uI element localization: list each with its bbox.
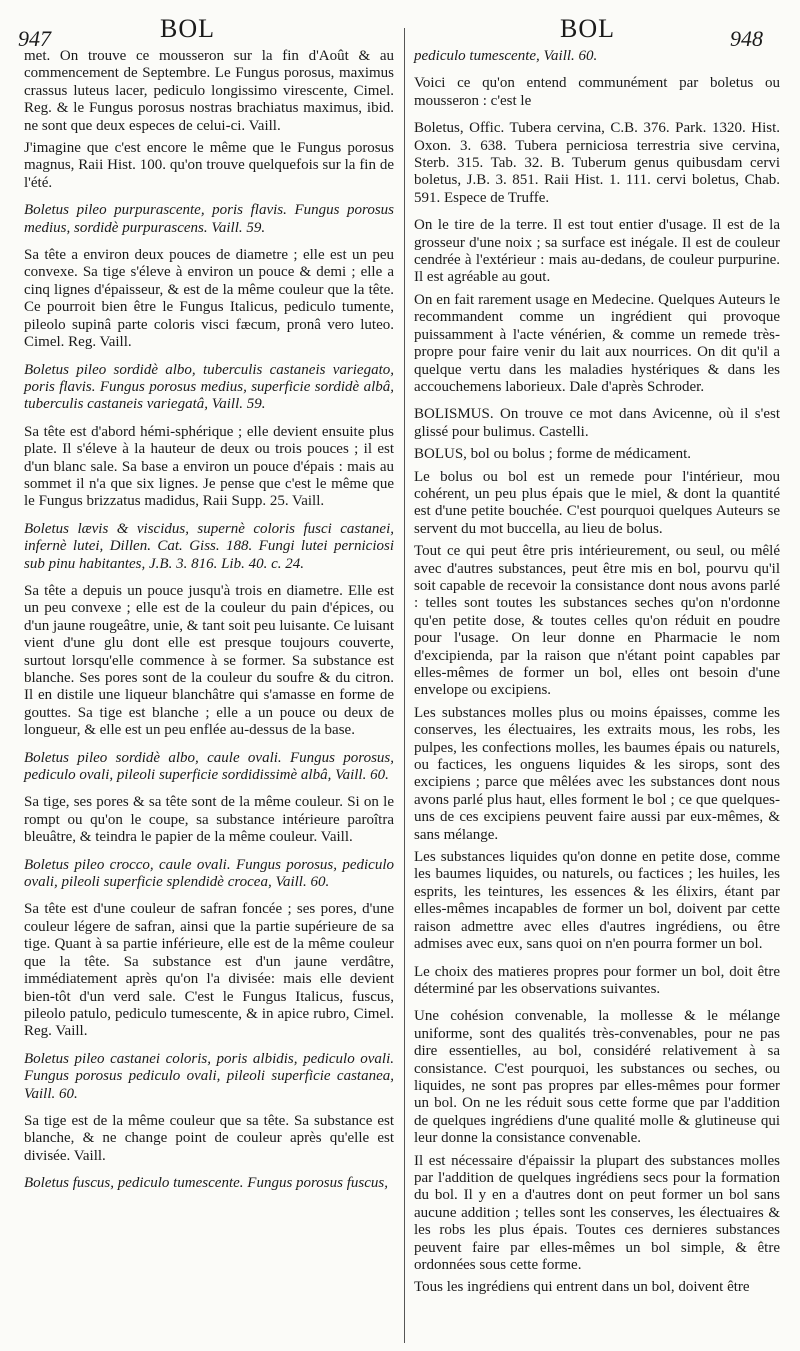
column-divider <box>404 28 405 1343</box>
paragraph: On le tire de la terre. Il est tout entier d'usage. Il est de la grosseur d'une noix ; sa surface est inégale. Il est de couleur cendrée à l'extérieur : mais au-dedans, de couleur purpurine. Il est agréable au gout. <box>414 217 780 286</box>
paragraph: Il est nécessaire d'épaissir la plupart des substances molles par l'addition de quelques ingrédiens secs pour la formation du bol. Il y en a d'autres dont on peut former un bol sans aucune addition ; telles sont les conserves, les électuaires & les robs les plus épais. Toutes ces dernieres substances peuvent faire par elles-mêmes un bol simple, & être ordonnées sous cette forme. <box>414 1152 780 1273</box>
paragraph: Le choix des matieres propres pour former un bol, doit être déterminé par les observations suivantes. <box>414 963 780 997</box>
paragraph: Tout ce qui peut être pris intérieurement, ou seul, ou mêlé avec d'autres substances, peut être mis en bol, pourvu qu'il soit capable de recevoir la consistance dont nous avons parlé : telles sont toutes les substances seches qu'on n'ordonne qu'en petite dose, & toutes celles qu'on réduit en poudre pour l'usage. On leur donne en Pharmacie le nom d'excipienda, par la raison que n'étant point capables par elles-mêmes de former un bol, elles ont besoin d'une envelope ou excipiens. <box>414 543 780 699</box>
species-heading: Boletus fuscus, pediculo tumescente. Fungus porosus fuscus, <box>24 1175 388 1192</box>
entry-bolismus: BOLISMUS. On trouve ce mot dans Avicenne, où il s'est glissé pour bulimus. Castelli. <box>414 406 780 440</box>
left-page-number: 947 <box>18 26 51 51</box>
species-heading: Boletus pileo sordidè albo, caule ovali. Fungus porosus, pediculo ovali, pileoli superficie sordidissimè albâ, Vaill. 60. <box>24 749 394 784</box>
left-column <box>24 48 394 1198</box>
paragraph: Sa tête est d'une couleur de safran foncée ; ses pores, d'une couleur légere de safran, ainsi que la partie supérieure de sa tige. Quant à sa partie inférieure, elle est de la même couleur que la tête. Sa substance est d'un jaune verdâtre, immédiatement après qu'on l'a divisée: mais elle devient bien-tôt d'un verd sale. C'est le Fungus Italicus, fuscus, pileolo patulo, pediculo tumescente, & in apice rubro, Cimel. Reg. Vaill. <box>24 901 394 1040</box>
paragraph: Sa tête a depuis un pouce jusqu'à trois en diametre. Elle est un peu convexe ; elle est de la couleur du pain d'épices, ou d'un jaune rougeâtre, unie, & tant soit peu luisante. Ce luisant vient d'une glu dont elle est presque toujours couverte, surtout lorsqu'elle commence à se former. Sa substance est blanche. Ses pores sont de la couleur du soufre & du citron. Il en distile une liqueur blanchâtre qui s'amasse en forme de gouttes. Sa tige est blanche ; elle a un pouce ou deux de longueur, & elle est un peu enflée au-dessus de la base. <box>24 582 394 739</box>
entry-bolus: BOLUS, bol ou bolus ; forme de médicament. <box>414 446 692 463</box>
paragraph: met. On trouve ce mousseron sur la fin d'Août & au commencement de Septembre. Le Fungus porosus, maximus crassus luteus lacer, pediculo longissimo virescente, Cimel. Reg. & le Fungus porosus nostras brachiatus maximus, ibid. ne sont que deux especes de celui-ci. Vaill. <box>24 48 394 134</box>
species-heading: Boletus pileo sordidè albo, tuberculis castaneis variegato, poris flavis. Fungus porosus medius, superficie sordidè albâ, tuberculis castaneis variegatâ, Vaill. 59. <box>24 361 394 413</box>
species-heading: Boletus pileo castanei coloris, poris albidis, pediculo ovali. Fungus porosus pediculo ovali, pileoli superficie castanea, Vaill. 60. <box>24 1050 394 1102</box>
species-heading: Boletus lævis & viscidus, supernè coloris fusci castanei, infernè lutei, Dillen. Cat. Giss. 188. Fungi lutei perniciosi sub pinu habitantes, J.B. 3. 816. Lib. 40. c. 24. <box>24 520 394 572</box>
right-column <box>414 48 780 1302</box>
paragraph: Les substances liquides qu'on donne en petite dose, comme les baumes liquides, ou naturels, ou factices ; les huiles, les esprits, les teintures, les essences & les élixirs, étant par elles-mêmes incapables de former un bol, doivent par cette raison admettre avec elles d'autres ingrédiens, ou être admises avec eux, sans quoi on n'en pourra former un bol. <box>414 849 780 953</box>
species-heading: Boletus pileo purpurascente, poris flavis. Fungus porosus medius, sordidè purpurascens. Vaill. 59. <box>24 202 394 236</box>
paragraph: Sa tête a environ deux pouces de diametre ; elle est un peu convexe. Sa tige s'éleve à environ un pouce & demi ; elle a cinq lignes d'épaisseur, & est de la même couleur que la tête. Ce pourroit bien être le Fungus Italicus, pediculo tumente, pileolo supinâ parte coloris visci fæcum, pronâ vero luteo. Cimel. Reg. Vaill. <box>24 247 394 351</box>
paragraph: Une cohésion convenable, la mollesse & le mélange uniforme, sont des qualités très-convenables, pour ne pas dire essentielles, au bol, considéré relativement à sa consistance. C'est pourquoi, les substances ou seches, ou liquides, ne sont pas propres par elles-mêmes pour former un bol. On ne les réduit sous cette forme que par l'addition de quelques ingrédiens d'une qualité molle & glutineuse qui leur donne la consistance convenable. <box>414 1008 780 1147</box>
left-running-head: BOL <box>160 14 215 43</box>
paragraph: Tous les ingrédiens qui entrent dans un bol, doivent être <box>414 1279 750 1296</box>
paragraph: On en fait rarement usage en Medecine. Quelques Auteurs le recommandent comme un ingrédient qui provoque puissamment à l'acte vénérien, & comme un remede très-propre pour faire venir du lait aux nourrices. On dit qu'il a quelque vertu dans les maladies hystériques & dans les accouchemens laborieux. Dale d'après Schroder. <box>414 291 780 395</box>
right-running-head: BOL <box>560 14 615 43</box>
species-heading: pediculo tumescente, Vaill. 60. <box>414 48 598 64</box>
species-heading: Boletus pileo crocco, caule ovali. Fungus porosus, pediculo ovali, pileoli superficie splendidè crocea, Vaill. 60. <box>24 856 394 891</box>
paragraph: Voici ce qu'on entend communément par boletus ou mousseron : c'est le <box>414 75 780 109</box>
synonymy-paragraph: Boletus, Offic. Tubera cervina, C.B. 376. Park. 1320. Hist. Oxon. 3. 638. Tubera perniciosa terrestria sive cervina, Sterb. 315. Tab. 32. B. Tuberum genus quibusdam cervi boletus, J.B. 3. 851. Raii Hist. 1. 111. cervi boletus, Chab. 591. Espece de Truffe. <box>414 120 780 206</box>
paragraph: Sa tige est de la même couleur que sa tête. Sa substance est blanche, & ne change point de couleur après qu'elle est divisée. Vaill. <box>24 1112 394 1164</box>
paragraph: Sa tête est d'abord hémi-sphérique ; elle devient ensuite plus plate. Il s'éleve à la hauteur de deux ou trois pouces ; il est d'un blanc sale. Sa base a environ un pouce d'épais : mais au sommet il n'a que six lignes. Je pense que c'est le même que le Fungus brizzatus madidus, Raii Supp. 25. Vaill. <box>24 423 394 510</box>
paragraph: Sa tige, ses pores & sa tête sont de la même couleur. Si on le rompt ou qu'on le coupe, sa substance intérieure paroîtra bleuâtre, & teindra le papier de la même couleur. Vaill. <box>24 794 394 846</box>
paragraph: Les substances molles plus ou moins épaisses, comme les conserves, les électuaires, les extraits mous, les robs, les pulpes, les confections molles, les baumes épais ou naturels, ou factices, les onguens liquides & les sirops, sont des excipiens ; parce que mêlées avec les substances dont nous avons parlé plus haut, elles forment le bol ; ce que quelques-uns de ces excipiens peuvent faire aussi par eux-mêmes, & sans mélange. <box>414 704 780 843</box>
paragraph: J'imagine que c'est encore le même que le Fungus porosus magnus, Raii Hist. 100. qu'on trouve quelquefois sur la fin de l'été. <box>24 140 394 191</box>
right-page-number: 948 <box>730 26 763 51</box>
paragraph: Le bolus ou bol est un remede pour l'intérieur, mou cohérent, un peu plus épais que le miel, & dont la quantité est d'une petite bouchée. C'est pourquoi quelques Auteurs se servent du mot buccella, au lieu de bolus. <box>414 468 780 537</box>
